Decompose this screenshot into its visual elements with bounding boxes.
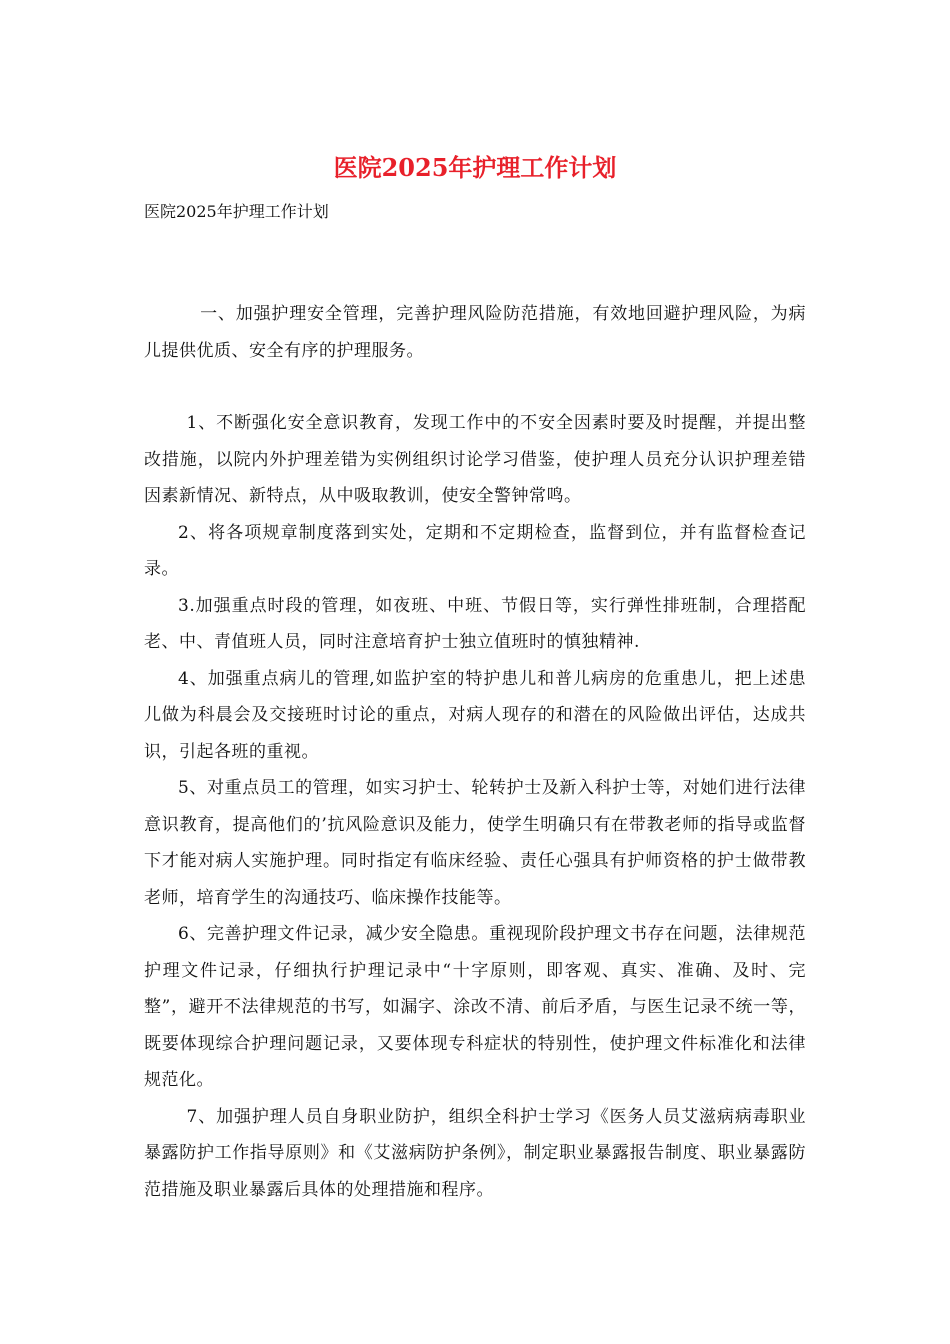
paragraph-section-one: 一、加强护理安全管理，完善护理风险防范措施，有效地回避护理风险，为病儿提供优质、安全有序的护理服务。 xyxy=(144,304,806,361)
document-subtitle: 医院2025年护理工作计划 xyxy=(144,202,329,221)
paragraph-item-2: 2、将各项规章制度落到实处，定期和不定期检查，监督到位，并有监督检查记录。 xyxy=(144,522,806,579)
paragraph-item-3: 3.加强重点时段的管理，如夜班、中班、节假日等，实行弹性排班制，合理搭配老、中、青值班人员，同时注意培育护士独立值班时的慎独精神. xyxy=(144,595,806,652)
paragraph-item-5: 5、对重点员工的管理，如实习护士、轮转护士及新入科护士等，对她们进行法律意识教育，提高他们的’抗风险意识及能力，使学生明确只有在带教老师的指导或监督下才能对病人实施护理。同时指定有临床经验、责任心强具有护师资格的护士做带教老师，培育学生的沟通技巧、临床操作技能等。 xyxy=(144,778,806,908)
paragraph-item-6: 6、完善护理文件记录，减少安全隐患。重视现阶段护理文书存在问题，法律规范护理文件记录，仔细执行护理记录中“十字原则，即客观、真实、准确、及时、完整”，避开不法律规范的书写，如漏字、涂改不清、前后矛盾，与医生记录不统一等，既要体现综合护理问题记录，又要体现专科症状的特别性，使护理文件标准化和法律规范化。 xyxy=(144,924,806,1090)
paragraph-item-7: 7、加强护理人员自身职业防护，组织全科护士学习《医务人员艾滋病病毒职业暴露防护工作指导原则》和《艾滋病防护条例》，制定职业暴露报告制度、职业暴露防范措施及职业暴露后具体的处理措施和程序。 xyxy=(144,1106,806,1200)
paragraph-item-1: 1、不断强化安全意识教育，发现工作中的不安全因素时要及时提醒，并提出整改措施，以院内外护理差错为实例组织讨论学习借鉴，使护理人员充分认识护理差错因素新情况、新特点，从中吸取教训，使安全警钟常鸣。 xyxy=(144,413,806,506)
document-body xyxy=(144,296,806,1208)
document-title: 医院2025年护理工作计划 xyxy=(333,153,617,182)
paragraph-item-4: 4、加强重点病儿的管理,如监护室的特护患儿和普儿病房的危重患儿，把上述患儿做为科晨会及交接班时讨论的重点，对病人现存的和潜在的风险做出评估，达成共识，引起各班的重视。 xyxy=(144,668,806,762)
